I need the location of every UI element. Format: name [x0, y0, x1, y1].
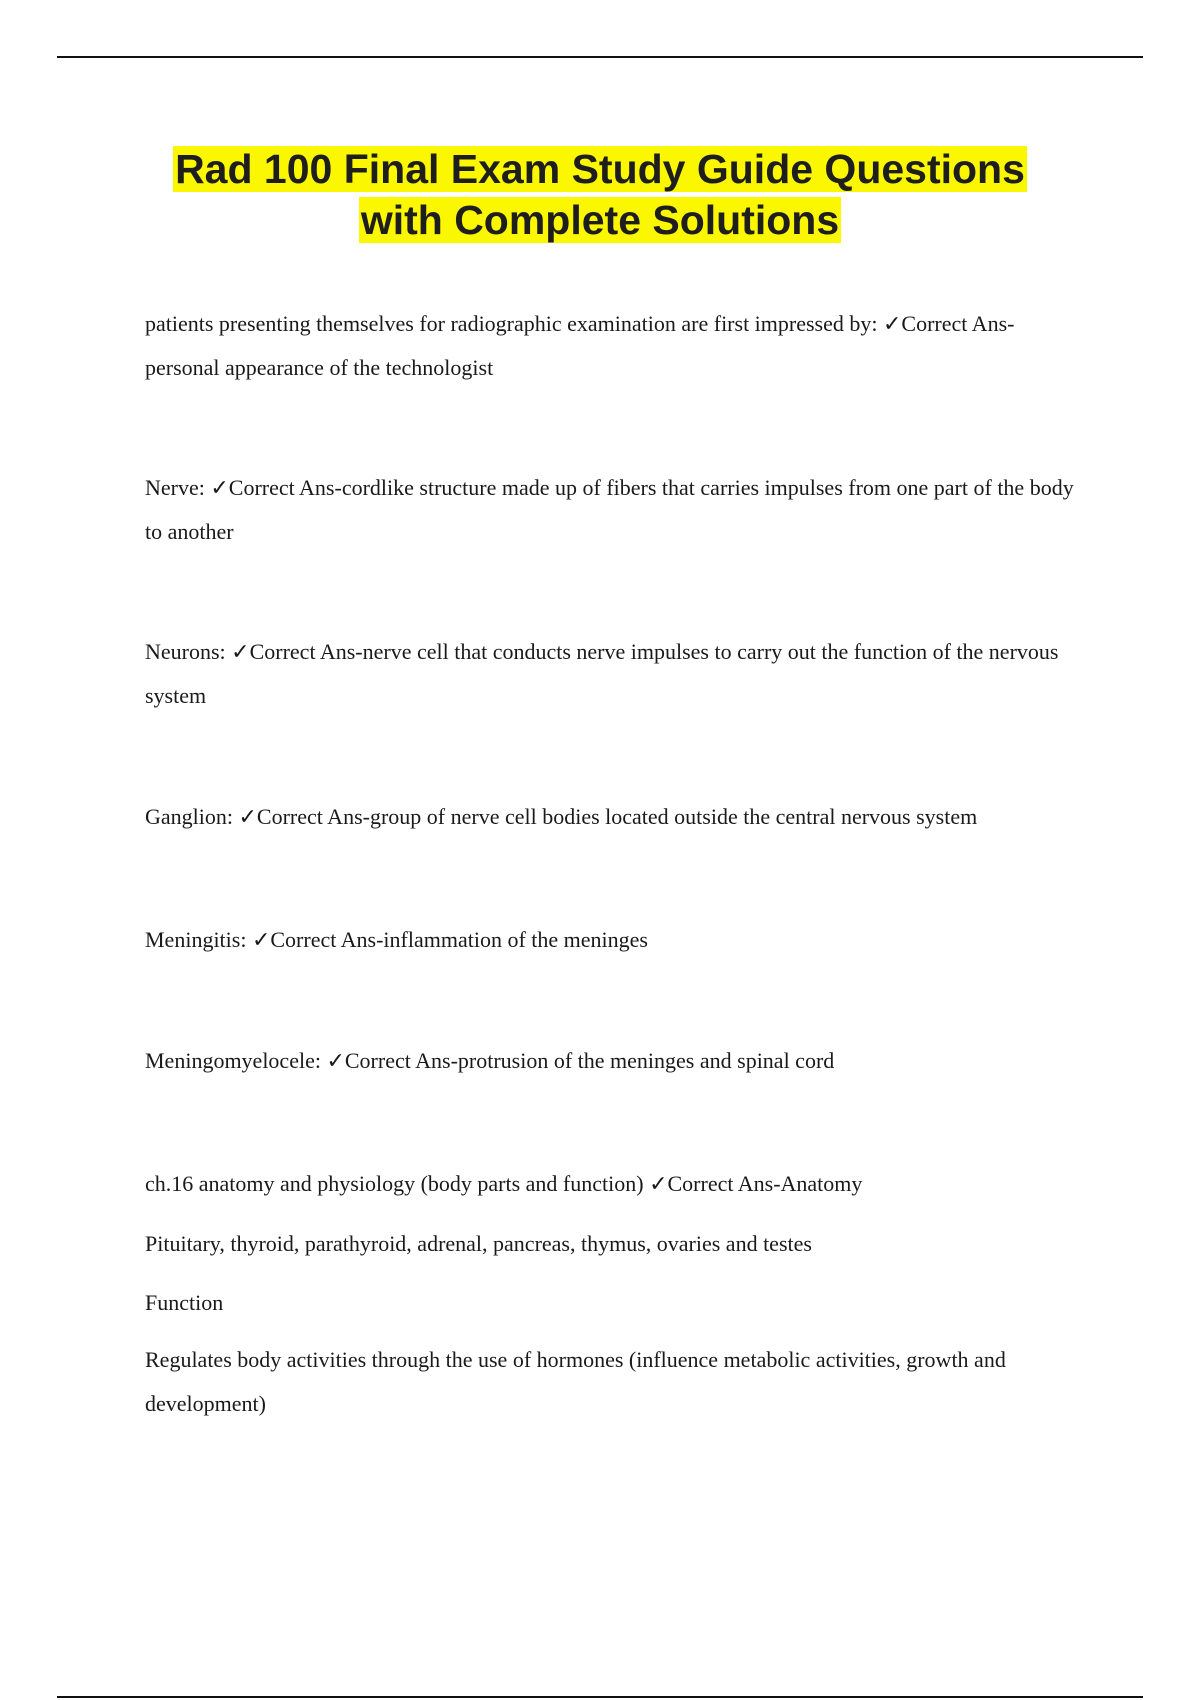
ch16-function-label: Function: [145, 1290, 224, 1315]
page-title: [100, 144, 1100, 246]
qa-entry-neurons: Neurons: ✓Correct Ans-nerve cell that conducts nerve impulses to carry out the function of the nervous system: [145, 639, 1059, 708]
ch16-function-text: Regulates body activities through the use of hormones (influence metabolic activities, growth and development): [145, 1347, 1006, 1416]
qa-entry-ganglion: Ganglion: ✓Correct Ans-group of nerve cell bodies located outside the central nervous system: [145, 804, 978, 829]
title-line-2: with Complete Solutions: [360, 197, 840, 243]
qa-entry-ch16: ch.16 anatomy and physiology (body parts and function) ✓Correct Ans-Anatomy: [145, 1171, 863, 1196]
footer-rule: [57, 1696, 1143, 1698]
title-line-1: Rad 100 Final Exam Study Guide Questions: [175, 146, 1025, 192]
qa-entry-nerve: Nerve: ✓Correct Ans-cordlike structure made up of fibers that carries impulses from one part of the body to another: [145, 475, 1074, 544]
header-rule: [57, 56, 1143, 58]
ch16-anatomy-list: Pituitary, thyroid, parathyroid, adrenal, pancreas, thymus, ovaries and testes: [145, 1231, 812, 1256]
qa-entry-patients: patients presenting themselves for radiographic examination are first impressed by: ✓Correct Ans-personal appearance of the technologist: [145, 311, 1015, 380]
qa-entry-meningitis: Meningitis: ✓Correct Ans-inflammation of the meninges: [145, 927, 648, 952]
qa-entry-meningomyelocele: Meningomyelocele: ✓Correct Ans-protrusion of the meninges and spinal cord: [145, 1048, 835, 1073]
